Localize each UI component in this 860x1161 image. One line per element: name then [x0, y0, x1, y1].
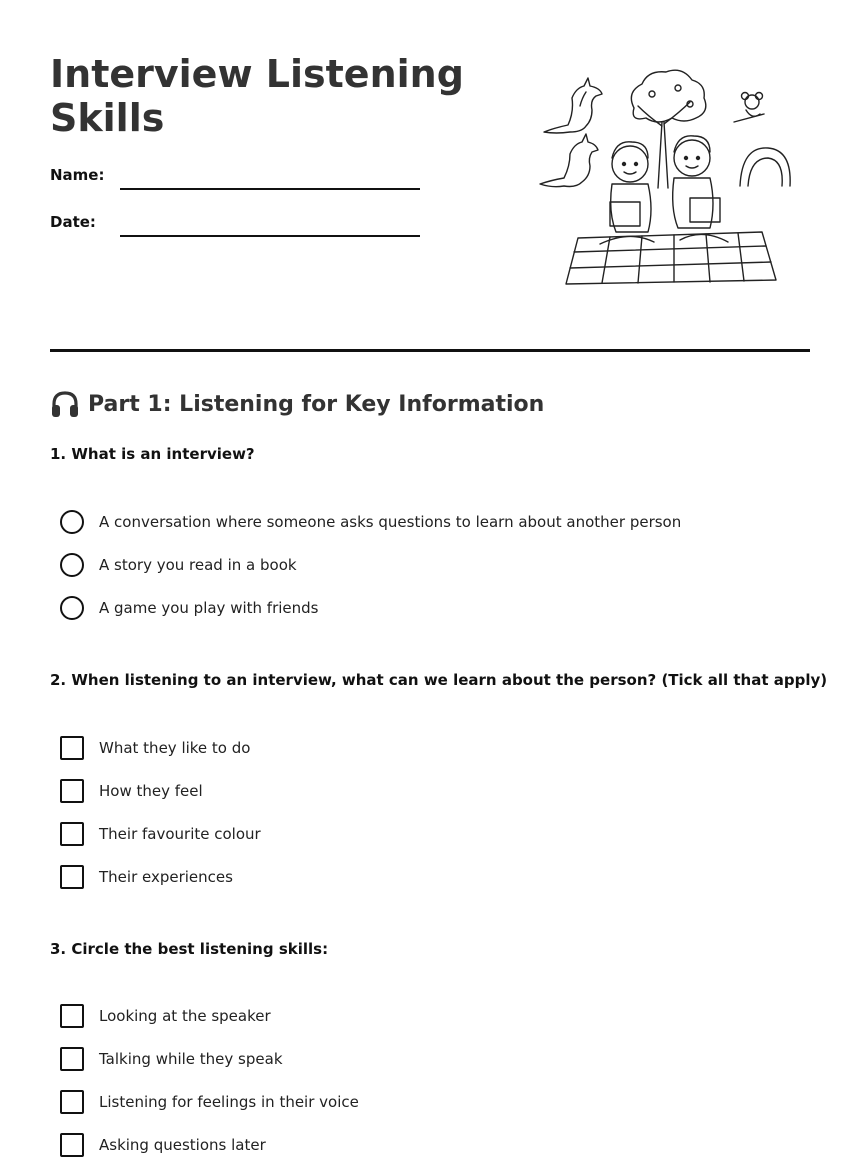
checkbox[interactable] — [60, 1004, 84, 1028]
kangaroo-bottom-icon — [540, 134, 598, 187]
right-child-icon — [673, 136, 728, 242]
option-label: Asking questions later — [99, 1136, 266, 1154]
name-field[interactable] — [50, 160, 420, 190]
picnic-blanket-icon — [566, 232, 776, 284]
question-1-option-1[interactable] — [60, 509, 681, 535]
radio-button[interactable] — [60, 596, 84, 620]
date-field[interactable] — [50, 207, 420, 237]
question-2-option-3[interactable] — [60, 821, 261, 847]
children-picnic-illustration — [530, 62, 800, 288]
question-2-option-1[interactable] — [60, 735, 250, 761]
question-1-option-3[interactable] — [60, 595, 319, 621]
option-label: A story you read in a book — [99, 556, 297, 574]
checkbox[interactable] — [60, 1090, 84, 1114]
question-3-option-3[interactable] — [60, 1089, 359, 1115]
checkbox[interactable] — [60, 822, 84, 846]
name-line[interactable] — [120, 188, 420, 190]
question-3-option-2[interactable] — [60, 1046, 283, 1072]
part-1-heading — [50, 388, 544, 420]
question-1-option-2[interactable] — [60, 552, 297, 578]
koala-icon — [734, 93, 764, 123]
option-label: Listening for feelings in their voice — [99, 1093, 359, 1111]
checkbox[interactable] — [60, 736, 84, 760]
question-3-option-1[interactable] — [60, 1003, 271, 1029]
tree-icon — [631, 70, 705, 188]
checkbox[interactable] — [60, 779, 84, 803]
radio-button[interactable] — [60, 553, 84, 577]
question-2-prompt: 2. When listening to an interview, what can we learn about the person? (Tick all that apply) — [50, 671, 828, 689]
headphones-icon — [50, 390, 80, 418]
option-label: Talking while they speak — [99, 1050, 283, 1068]
option-label: How they feel — [99, 782, 203, 800]
kangaroo-top-icon — [544, 78, 602, 133]
page-title: Interview Listening Skills — [50, 52, 464, 140]
section-divider — [50, 349, 810, 352]
option-label: A game you play with friends — [99, 599, 319, 617]
left-child-icon — [600, 142, 654, 244]
option-label: Their favourite colour — [99, 825, 261, 843]
question-3-prompt: 3. Circle the best listening skills: — [50, 940, 329, 958]
option-label: Their experiences — [99, 868, 233, 886]
checkbox[interactable] — [60, 865, 84, 889]
name-label: Name: — [50, 166, 105, 184]
checkbox[interactable] — [60, 1047, 84, 1071]
option-label: A conversation where someone asks questions to learn about another person — [99, 513, 682, 531]
radio-button[interactable] — [60, 510, 84, 534]
question-2-option-4[interactable] — [60, 864, 233, 890]
date-label: Date: — [50, 213, 96, 231]
question-2-option-2[interactable] — [60, 778, 203, 804]
question-3-option-4[interactable] — [60, 1132, 266, 1158]
option-label: What they like to do — [99, 739, 251, 757]
arch-icon — [740, 148, 790, 186]
checkbox[interactable] — [60, 1133, 84, 1157]
question-1-prompt: 1. What is an interview? — [50, 445, 255, 463]
part-1-title: Part 1: Listening for Key Information — [88, 391, 545, 417]
option-label: Looking at the speaker — [99, 1007, 271, 1025]
date-line[interactable] — [120, 235, 420, 237]
